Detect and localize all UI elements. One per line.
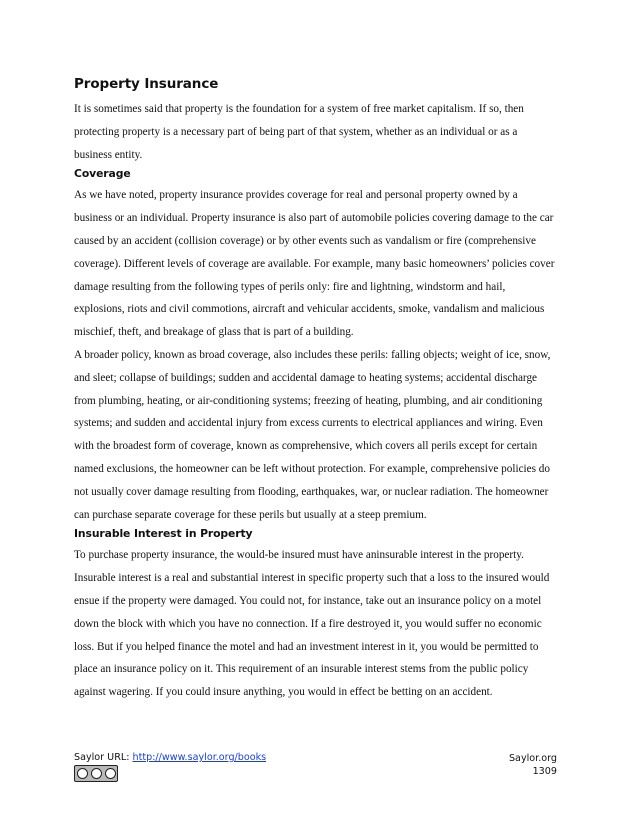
insurable-interest-paragraph: To purchase property insurance, the would-be insured must have aninsurable interest in the property. Insurable interest is a real and substantial interest in specific property such that a loss to the insured would ensue if the property were damaged. You could not, for instance, take out an insurance policy on a motel down the block with which you have no connection. If a fire destroyed it, you would suffer no economic loss. But if you helped finance the motel and had an investment interest in it, you would be permitted to place an insurance policy on it. This requirement of an insurable interest stems from the public policy against wagering. If you could insure anything, you would in effect be betting on an accident. [74, 549, 550, 699]
saylor-books-link[interactable]: http://www.saylor.org/books [132, 752, 267, 763]
creative-commons-license-icon [74, 765, 118, 782]
footer-page-info [509, 752, 557, 778]
attribution-icon [91, 768, 102, 779]
share-alike-icon [105, 768, 116, 779]
page-title: Property Insurance [74, 76, 219, 92]
coverage-paragraph-1: As we have noted, property insurance provides coverage for real and personal property owned by a business or an individual. Property insurance is also part of automobile policies covering damage to the car caused by an accident (collision coverage) or by other events such as vandalism or fire (comprehensive coverage). Different levels of coverage are available. For example, many basic homeowners’ policies cover damage resulting from the following types of perils only: fire and lightning, windstorm and hail, explosions, riots and civil commotions, aircraft and vehicular accidents, smoke, vandalism and malicious mischief, theft, and breakage of glass that is part of a building. [74, 189, 555, 339]
coverage-heading: Coverage [74, 167, 131, 181]
intro-paragraph: It is sometimes said that property is the foundation for a system of free market capitalism. If so, then protecting property is a necessary part of being part of that system, whether as an individual or as a business entity. [74, 103, 524, 161]
page-number: 1309 [532, 766, 557, 777]
page-content [74, 76, 558, 704]
footer-site: Saylor.org [508, 753, 557, 764]
insurable-interest-heading: Insurable Interest in Property [74, 527, 253, 541]
footer-source [74, 752, 266, 763]
coverage-paragraph-2: A broader policy, known as broad coverage, also includes these perils: falling objects; weight of ice, snow, and sleet; collapse of buildings; sudden and accidental damage to heating systems; accidental discharge from plumbing, heating, or air-conditioning systems; freezing of heating, plumbing, and air conditioning systems; and sudden and accidental injury from excess currents to electrical appliances and wiring. Even with the broadest form of coverage, known as comprehensive, which covers all perils except for certain named exclusions, the homeowner can be left without protection. For example, comprehensive policies do not usually cover damage resulting from flooding, earthquakes, war, or nuclear radiation. The homeowner can purchase separate coverage for these perils but usually at a steep premium. [74, 348, 551, 521]
cc-icon [77, 768, 88, 779]
footer-url-label: Saylor URL: [74, 752, 133, 763]
